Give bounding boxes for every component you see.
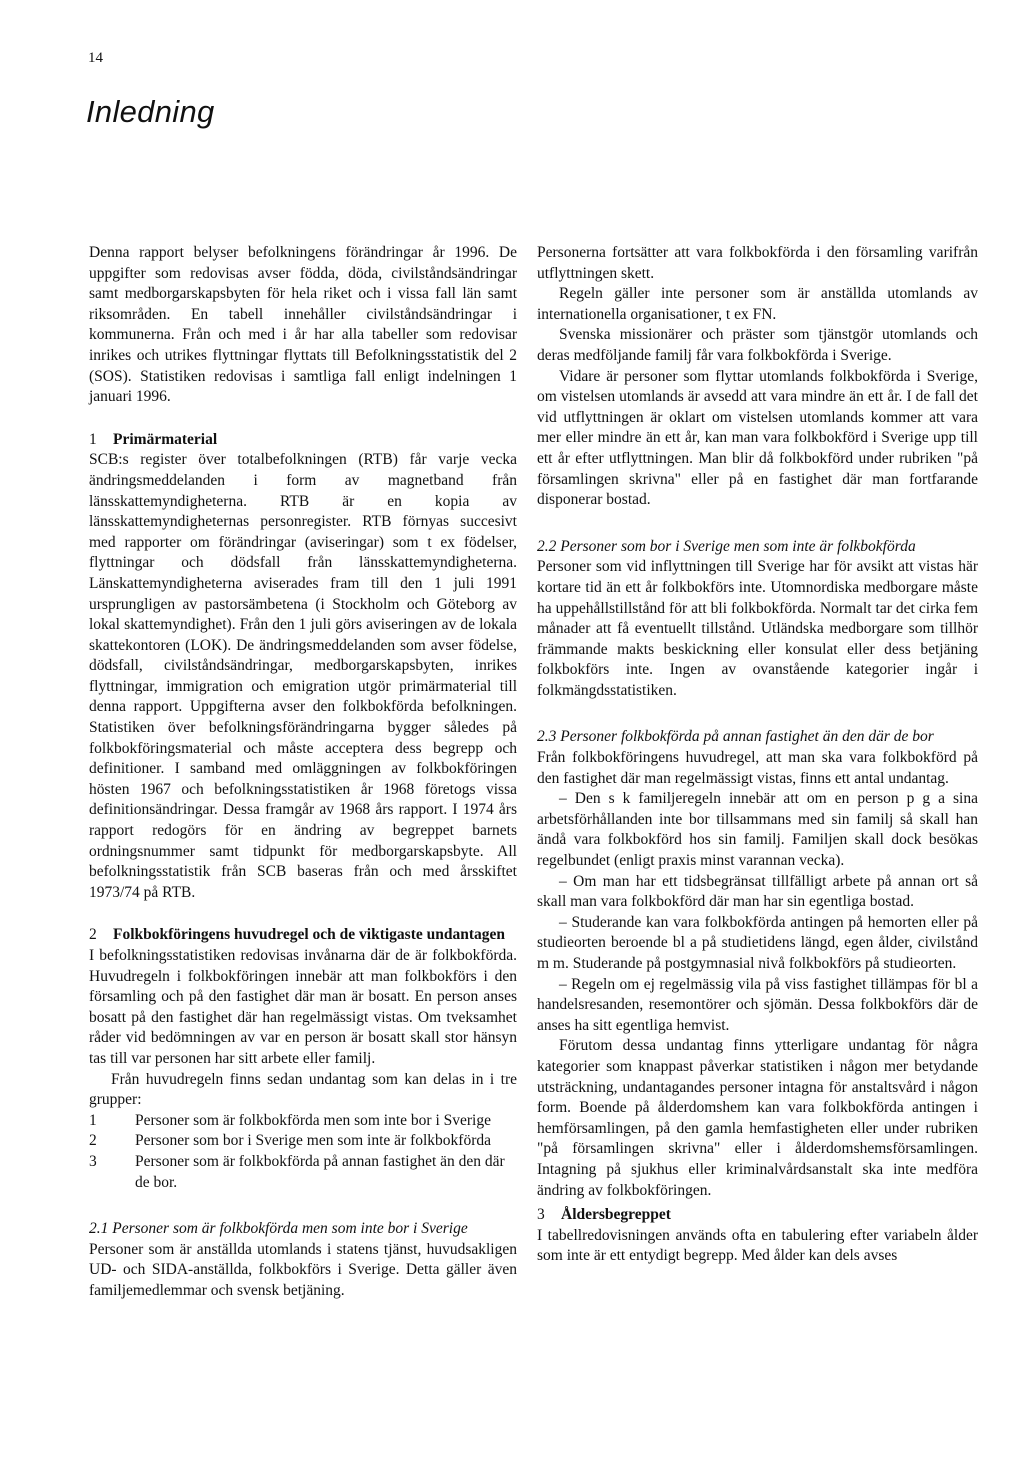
section-2-3-paragraph-4: – Studerande kan vara folkbokförda antingen på hemorten eller på studieorten beroende bl a på studietidens längd, egen ålder, civilstånd m m. Studerande på postgymnasial nivå folkbokförs på studieorten. <box>537 913 978 972</box>
section-3-heading <box>537 1205 978 1226</box>
section-2-number: 2 <box>89 926 97 944</box>
continuation-paragraph-4: Vidare är personer som flyttar utomlands folkbokförda i Sverige, om vistelsen utomlands är avsedd att vara mindre än ett år. I de fall det vid utflyttningen är oklart om vistelsen utomlands kommer att vara mer eller mindre än ett år, kan man vara folkbokförd i Sverige upp till ett år efter utflyttningen. Man blir då folkbokförd under rubriken "på församlingen skrivna" eller på en fastighet där man fortfarande disponerar bostad. <box>537 367 978 509</box>
continuation-paragraph-2: Regeln gäller inte personer som är anställda utomlands av internationella organisationer, t ex FN. <box>537 285 978 323</box>
section-2-1-text: Personer som är anställda utomlands i statens tjänst, huvudsakligen UD- och SIDA-anställda, folkbokförs i Sverige. Detta gäller även familjemedlemmar och svensk betjäning. <box>89 1240 517 1299</box>
continuation-paragraph-3: Svenska missionärer och präster som tjänstgör utomlands och deras medföljande familj får vara folkbokförda i Sverige. <box>537 326 978 364</box>
exception-groups-list <box>89 1111 517 1193</box>
section-2-3-paragraph-5: – Regeln om ej regelmässig vila på viss fastighet tillämpas för bl a handelsresanden, resemontörer och sjömän. Dessa folkbokförs där de anses ha sitt egentliga hemvist. <box>537 975 978 1034</box>
list-item-text: Personer som är folkbokförda men som inte bor i Sverige <box>135 1111 491 1129</box>
section-2-2-text: Personer som vid inflyttningen till Sverige har för avsikt att vistas här kortare tid än ett år folkbokförs inte. Utomnordiska medborgare måste ha uppehållstillstånd för att bli folkbokförda. Normalt tar det cirka fem månader att få eventuellt tillstånd. Utländska medborgare som tillhör främmande makts beskickning eller konsulat eller dess betjäning folkbokförs inte. Ingen av ovanstående kategorier ingår i folkmängdsstatistiken. <box>537 558 978 699</box>
list-item-number: 1 <box>89 1111 97 1129</box>
list-item-number: 2 <box>89 1132 97 1150</box>
section-2-2-heading: 2.2 Personer som bor i Sverige men som inte är folkbokförda <box>537 537 916 555</box>
list-item <box>89 1131 517 1152</box>
section-3-text: I tabellredovisningen används ofta en tabulering efter variabeln ålder som inte är ett entydigt begrepp. Med ålder kan dels avses <box>537 1226 978 1265</box>
list-item-number: 3 <box>89 1152 97 1170</box>
list-item <box>89 1111 517 1132</box>
section-3-title: Åldersbegreppet <box>561 1206 671 1224</box>
section-1-number: 1 <box>89 430 97 448</box>
section-1-heading <box>89 430 517 451</box>
section-2-3-heading: 2.3 Personer folkbokförda på annan fastighet än den där de bor <box>537 728 934 746</box>
section-3-number: 3 <box>537 1206 545 1224</box>
section-2-3-paragraph-6: Förutom dessa undantag finns ytterligare undantag för några kategorier som knappast påverkar statistiken i någon mer betydande utsträckning, undantagandes personer intagna för anstaltsvård i någon form. Boende på ålderdomshem kan vara folkbokförda antingen i hemförsamlingen, på den gamla hemfastigheten eller under rubriken "på församlingen skrivna" eller i ålderdomshemsförsamlingen. Intagning på sjukhus eller kriminalvårdsanstalt ska inte medföra ändring av folkbokföringen. <box>537 1037 978 1199</box>
section-2-1-heading: 2.1 Personer som är folkbokförda men som inte bor i Sverige <box>89 1220 468 1238</box>
section-1-title: Primärmaterial <box>113 430 218 448</box>
section-2-3-paragraph-1: Från folkbokföringens huvudregel, att man ska vara folkbokförd på den fastighet där man regelmässigt vistas, finns ett antal undantag. <box>537 749 978 787</box>
right-column <box>537 243 978 1267</box>
page-number: 14 <box>88 50 103 66</box>
section-2-heading <box>89 925 517 946</box>
section-2-3-paragraph-3: – Om man har ett tidsbegränsat tillfälligt arbete på annan ort så skall man vara folkbokförd där man har sin egentliga bostad. <box>537 872 978 911</box>
list-item <box>89 1152 517 1193</box>
left-column <box>89 243 517 1302</box>
section-2-title: Folkbokföringens huvudregel och de viktigaste undantagen <box>113 926 506 944</box>
section-2-paragraph-2: Från huvudregeln finns sedan undantag som kan delas in i tre grupper: <box>89 1070 517 1109</box>
intro-paragraph: Denna rapport belyser befolkningens förändringar år 1996. De uppgifter som redovisas avser födda, döda, civilståndsändringar samt medborgarskapsbyten för hela riket och i vissa fall län samt riksområden. En tabell innehåller civilståndsändringar i kommunerna. Från och med i år har alla tabeller som redovisar inrikes och utrikes flyttningar flyttats till Befolkningsstatistik del 2 (SOS). Statistiken redovisas i samtliga fall enligt indelningen 1 januari 1996. <box>89 244 517 406</box>
continuation-paragraph-1: Personerna fortsätter att vara folkbokförda i den församling varifrån utflyttningen skett. <box>537 244 978 282</box>
section-2-3-paragraph-2: – Den s k familjeregeln innebär att om en person p g a sina arbetsförhållanden inte bor tillsammans med sin familj så skall han ändå vara folkbokförd hos sin familj. Familjen skall dock besökas regelbundet (enligt praxis minst varannan vecka). <box>537 790 978 870</box>
section-2-paragraph-1: I befolkningsstatistiken redovisas invånarna där de är folkbokförda. Huvudregeln i folkbokföringen innebär att man folkbokförs i den församling och på den fastighet där man är bosatt. En person anses bosatt på den fastighet där han regelmässigt vistas. Om tveksamhet råder vid bedömningen av var en person är bosatt skall stor hänsyn tas till var personen har sitt arbete eller familj. <box>89 947 517 1067</box>
list-item-text: Personer som bor i Sverige men som inte är folkbokförda <box>135 1132 491 1150</box>
list-item-text: Personer som är folkbokförda på annan fastighet än den där de bor. <box>135 1152 505 1191</box>
section-1-text: SCB:s register över totalbefolkningen (RTB) får varje vecka ändringsmeddelanden i form av magnetband från länsskattemyndigheterna. RTB är en kopia av länsskattemyndigheternas personregister. RTB förnyas succesivt med rapporter om förändringar (aviseringar) som t ex födelser, flyttningar och dödsfall från länsskattemyndigheterna. Länskattemyndigheterna aviserades fram till den 1 juli 1991 ursprungligen av pastorsämbetena (i Stockholm och Göteborg av lokal skattemyndighet). Från den 1 juli görs aviseringen av de lokala skattekontoren (LOK). De ändringsmeddelanden som avser födelse, dödsfall, civilståndsändringar, medborgarskapsbyten, inrikes flyttningar, immigration och emigration utgör primärmaterial till denna rapport. Uppgifterna avser den folkbokförda befolkningen. Statistiken över befolkningsförändringarna bygger således på folkbokföringsmaterial och måste acceptera dess begrepp och definitioner. I samband med omläggningen av folkbokföringen hösten 1967 och befolkningsstatistiken år 1968 företogs vissa definitionsändringar. Dessa framgår av 1968 års rapport. I 1974 års rapport redogörs för en ändring av begreppet barnets ordningsnummer samt tidpunkt för medborgarskapsbyte. All befolkningsstatistik från SCB baseras från och med årsskiftet 1973/74 på RTB. <box>89 451 517 901</box>
chapter-title: Inledning <box>86 94 215 129</box>
